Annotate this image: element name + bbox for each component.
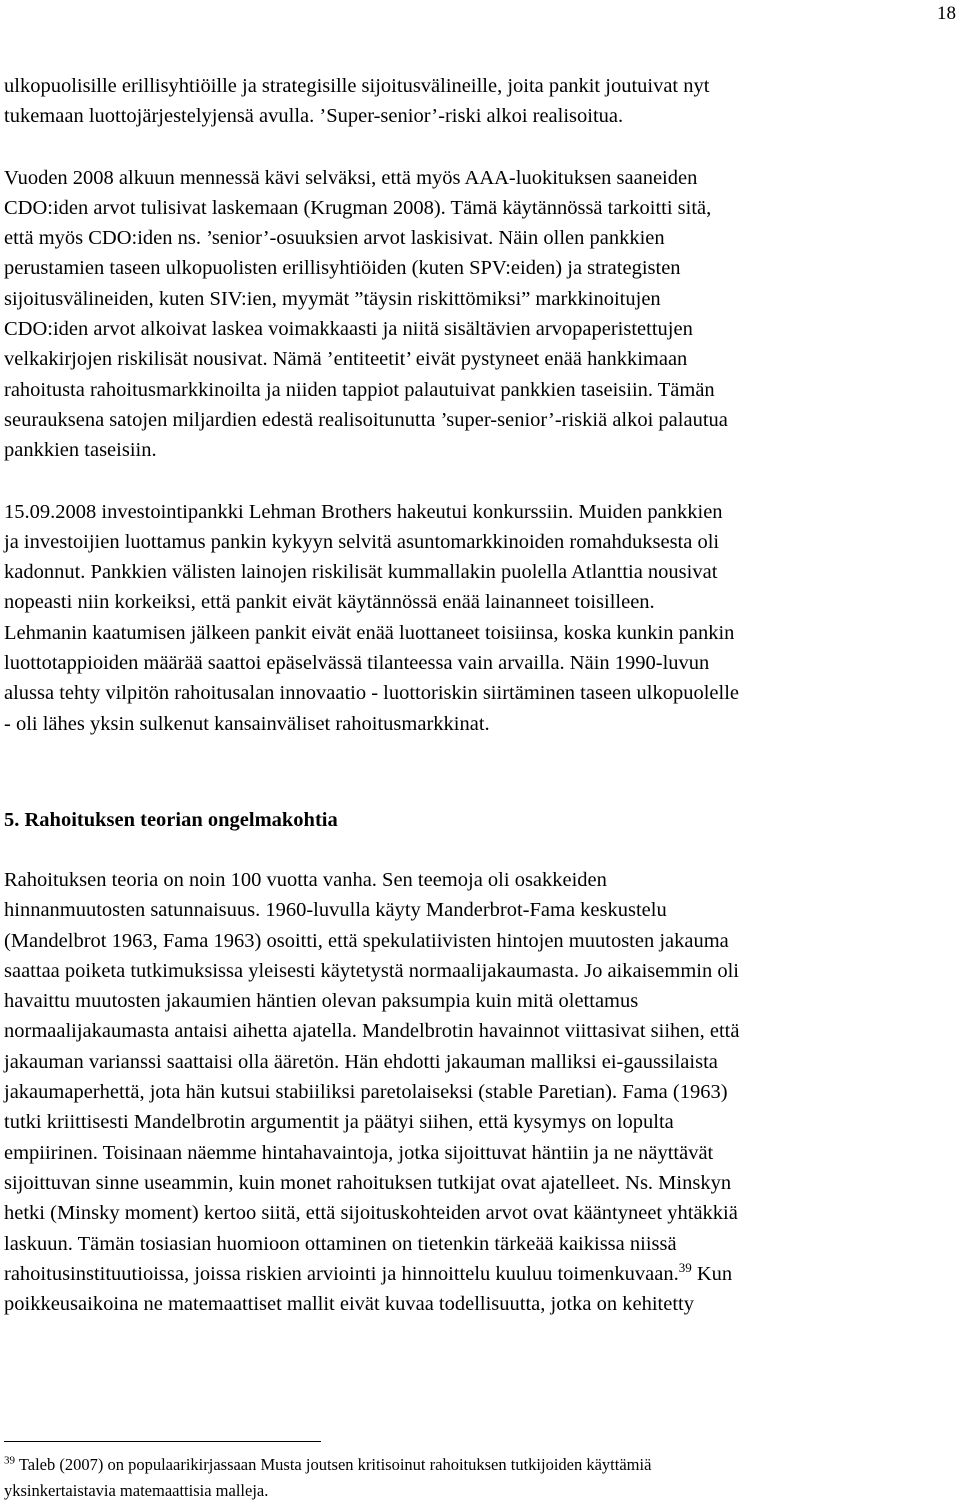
text-segment: rahoitusinstituutioissa, joissa riskien arviointi ja hinnoittelu kuuluu toimenkuvaan.	[4, 1262, 679, 1285]
paragraph-2	[4, 163, 956, 466]
text-line: Lehmanin kaatumisen jälkeen pankit eivät enää luottaneet toisiinsa, koska kunkin pankin	[4, 621, 735, 644]
text-line: saattaa poiketa tutkimuksissa yleisesti käytetystä normaalijakaumasta. Jo aikaisemmin oli	[4, 959, 739, 982]
footnote-reference[interactable]: 39	[678, 1259, 692, 1275]
text-segment: Kun	[691, 1262, 733, 1285]
text-line: jakaumaperhettä, jota hän kutsui stabiiliksi paretolaiseksi (stable Paretian). Fama (1963)	[4, 1081, 728, 1104]
text-line: perustamien taseen ulkopuolisten erillisyhtiöiden (kuten SPV:eiden) ja strategisten	[4, 257, 681, 280]
footnote-text: Taleb (2007) on populaarikirjassaan Musta joutsen kritisoinut rahoituksen tutkijoiden käyttämiä	[15, 1455, 652, 1474]
footnote-marker: 39	[4, 1454, 15, 1467]
text-line: tukemaan luottojärjestelyjensä avulla. ’Super-senior’-riski alkoi realisoitua.	[4, 105, 624, 128]
text-line: hinnanmuutosten satunnaisuus. 1960-luvulla käyty Manderbrot-Fama keskustelu	[4, 899, 667, 922]
paragraph-1	[4, 71, 956, 132]
page-number: 18	[937, 3, 956, 24]
text-line: poikkeusaikoina ne matemaattiset mallit eivät kuvaa todellisuutta, jotka on kehitetty	[4, 1293, 694, 1316]
text-line: sijoittuvan sinne useammin, kuin monet rahoituksen tutkijat ovat ajatelleet. Ns. Minskyn	[4, 1171, 732, 1194]
text-line: hetki (Minsky moment) kertoo siitä, että sijoituskohteiden arvot ovat kääntyneet yhtäkkiä	[4, 1202, 738, 1225]
page-content	[4, 71, 956, 1319]
text-line: normaalijakaumasta antaisi aihetta ajatella. Mandelbrotin havainnot viittasivat siihen, että	[4, 1020, 740, 1043]
paragraph-3	[4, 497, 956, 739]
text-line: luottotappioiden määrää saattoi epäselvässä tilanteessa vain arvailla. Näin 1990-luvun	[4, 652, 710, 675]
text-line: ulkopuolisille erillisyhtiöille ja strategisille sijoitusvälineille, joita pankit joutuivat nyt	[4, 75, 710, 97]
text-line: jakauman varianssi saattaisi olla ääretön. Hän ehdotti jakauman malliksi ei-gaussilaista	[4, 1050, 718, 1073]
text-line: rahoitusta rahoitusmarkkinoilta ja niiden tappiot palautuivat pankkien taseisiin. Tämän	[4, 378, 715, 401]
footnote-line: yksinkertaistavia matemaattisia malleja.	[4, 1481, 269, 1500]
text-line: pankkien taseisiin.	[4, 439, 157, 462]
text-line: velkakirjojen riskilisät nousivat. Nämä ’entiteetit’ eivät pystyneet enää hankkimaan	[4, 348, 688, 371]
text-line: havaittu muutosten jakaumien häntien olevan paksumpia kuin mitä olettamus	[4, 990, 639, 1013]
text-line: kadonnut. Pankkien välisten lainojen riskilisät kummallakin puolella Atlanttia nousivat	[4, 561, 718, 584]
text-line: empiirinen. Toisinaan näemme hintahavaintoja, jotka sijoittuvat häntiin ja ne näyttävät	[4, 1141, 714, 1164]
text-line: 15.09.2008 investointipankki Lehman Brothers hakeutui konkurssiin. Muiden pankkien	[4, 500, 723, 523]
text-line: (Mandelbrot 1963, Fama 1963) osoitti, että spekulatiivisten hintojen muutosten jakauma	[4, 929, 729, 952]
paragraph-4	[4, 865, 956, 1319]
footnote-line	[4, 1452, 956, 1478]
text-line: Vuoden 2008 alkuun mennessä kävi selväksi, että myös AAA-luokituksen saaneiden	[4, 166, 698, 189]
text-line: Rahoituksen teoria on noin 100 vuotta vanha. Sen teemoja oli osakkeiden	[4, 868, 607, 891]
text-line	[4, 1259, 956, 1289]
section-heading: 5. Rahoituksen teorian ongelmakohtia	[4, 808, 338, 831]
text-line: CDO:iden arvot alkoivat laskea voimakkaasti ja niitä sisältävien arvopaperistettujen	[4, 318, 693, 341]
footnote-divider	[4, 1441, 321, 1442]
text-line: nopeasti niin korkeiksi, että pankit eivät käytännössä enää lainanneet toisilleen.	[4, 591, 655, 614]
text-line: laskuun. Tämän tosiasian huomioon ottaminen on tietenkin tärkeää kaikissa niissä	[4, 1232, 677, 1255]
footnote	[4, 1452, 956, 1504]
text-line: seurauksena satojen miljardien edestä realisoitunutta ’super-senior’-riskiä alkoi palautua	[4, 408, 728, 431]
text-line: tutki kriittisesti Mandelbrotin argumentit ja päätyi siihen, että kysymys on lopulta	[4, 1111, 674, 1134]
text-line: - oli lähes yksin sulkenut kansainväliset rahoitusmarkkinat.	[4, 712, 490, 735]
text-line: että myös CDO:iden ns. ’senior’-osuuksien arvot laskisivat. Näin ollen pankkien	[4, 227, 665, 250]
text-line: alussa tehty vilpitön rahoitusalan innovaatio - luottoriskin siirtäminen taseen ulkopuolelle	[4, 682, 740, 705]
text-line: ja investoijien luottamus pankin kykyyn selvitä asuntomarkkinoiden romahduksesta oli	[4, 530, 720, 553]
text-line: CDO:iden arvot tulisivat laskemaan (Krugman 2008). Tämä käytännössä tarkoitti sitä,	[4, 196, 712, 219]
text-line: sijoitusvälineiden, kuten SIV:ien, myymät ”täysin riskittömiksi” markkinoitujen	[4, 287, 661, 310]
